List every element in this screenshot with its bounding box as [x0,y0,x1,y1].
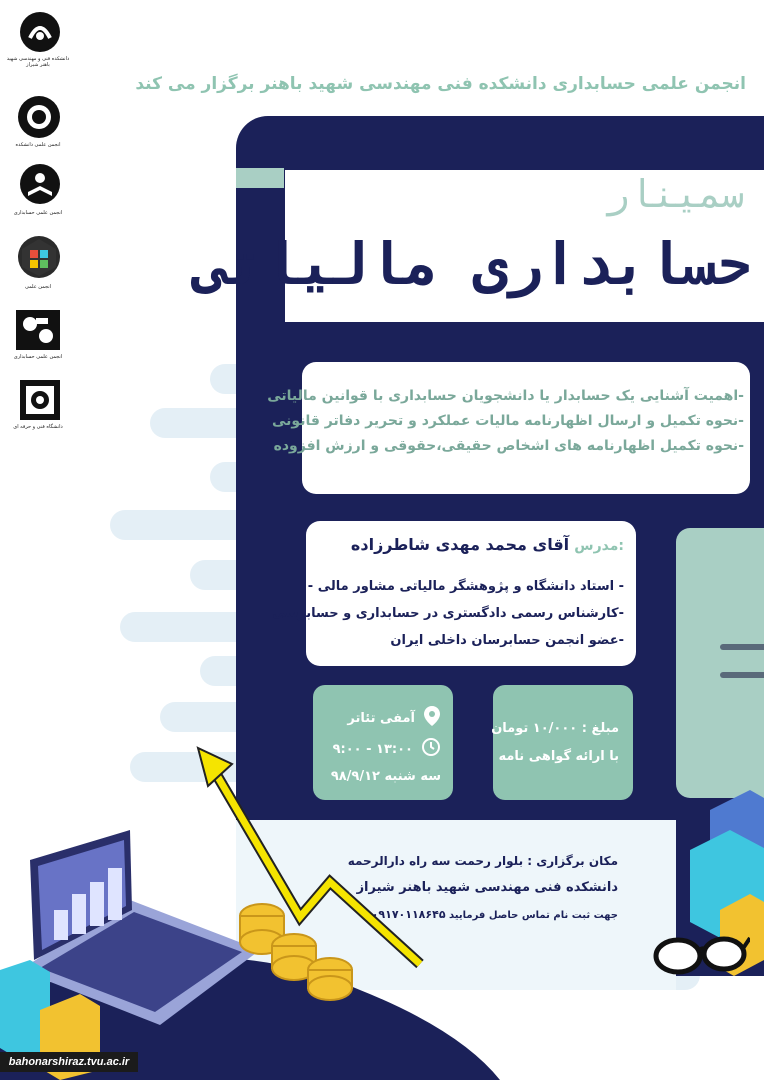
side-panel [676,528,764,798]
dash-decoration [720,644,764,650]
dash-decoration [720,672,764,678]
colorful-emblem-icon [18,236,60,278]
phone-number: ۰۹۱۷۰۱۱۸۶۴۵ [371,908,446,921]
fee-note: با ارائه گواهی نامه [498,749,619,764]
gear-emblem-icon [18,96,60,138]
venue-school: دانشکده فنی مهندسی شهید باهنر شیراز [356,880,618,895]
location-pin-icon [423,705,441,731]
logo-caption: انجمن علمی حسابداری [13,210,63,216]
instructor-credential: -عضو انجمن حسابرسان داخلی ایران [390,633,624,648]
event-venue: آمفی تئاتر [347,710,415,726]
tree-emblem-icon [20,380,60,420]
registration-note: جهت ثبت نام تماس حاصل فرمایید [449,910,618,921]
website-badge[interactable]: bahonarshiraz.tvu.ac.ir [0,1052,138,1072]
instructor-credential: - استاد دانشگاه و پژوهشگر مالیاتی مشاور مالی - [307,579,624,594]
puzzle-emblem-icon [16,310,60,350]
logo-caption: انجمن علمی [25,284,51,290]
fee-card [493,685,633,800]
seminar-label: سمینار [606,172,744,216]
instructor-label: :مدرس [574,538,624,554]
instructor-name: آقای محمد مهدی شاطرزاده [350,535,570,554]
logo-caption: انجمن علمی دانشکده [15,142,61,148]
university-emblem-icon [20,12,60,52]
instructor-card [272,521,636,666]
tablet-accent [236,168,284,188]
instructor-credential: -کارشناس رسمی دادگستری در حسابداری و حسابرسی [272,606,624,621]
logo-caption: انجمن علمی حسابداری [13,354,63,360]
book-emblem-icon [20,164,60,204]
glasses-icon [650,920,750,984]
topic-item: -نحوه تکمیل اظهارنامه های اشخاص حقیقی،حقوقی و ارزش افزوده [273,438,744,454]
topics-card [267,362,750,494]
topic-item: -اهمیت آشنایی یک حسابدار یا دانشجویان حسابداری با قوانین مالیاتی [267,388,744,404]
coin-stack-icon [232,898,362,1012]
venue-address: مکان برگزاری : بلوار رحمت سه راه دارالرحمه [347,854,618,868]
logo-caption: دانشگاه فنی و حرفه ای [13,424,63,430]
event-date: سه شنبه ۹۸/۹/۱۲ [330,769,441,784]
event-time: ۹:۰۰ - ۱۳:۰۰ [332,741,413,757]
fee-amount: مبلغ : ۱۰/۰۰۰ تومان [491,721,619,736]
organizer-headline: انجمن علمی حسابداری دانشکده فنی مهندسی شهید باهنر برگزار می کند [135,74,746,94]
seminar-title: حسابداری مالیاتی [193,230,752,298]
topic-item: -نحوه تکمیل و ارسال اظهارنامه مالیات عملکرد و تحریر دفاتر قانونی [272,413,744,429]
logo-caption: دانشکده فنی و مهندسی شهید باهنر شیراز [6,56,70,68]
